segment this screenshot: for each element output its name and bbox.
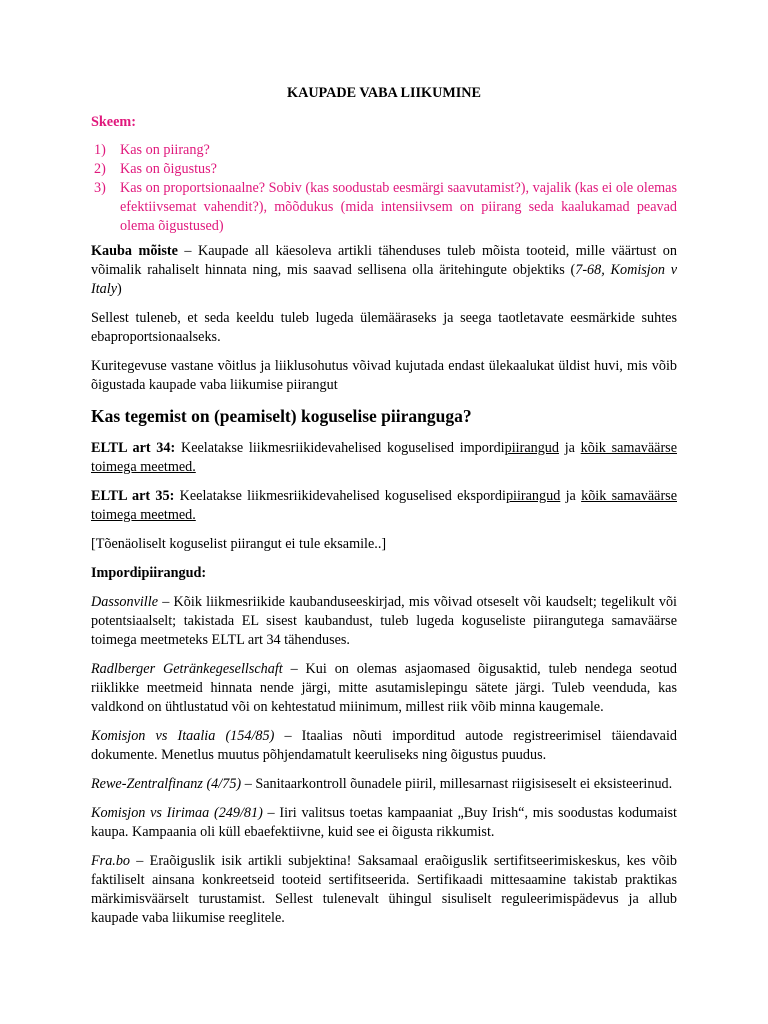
case-text: – Kõik liikmesriikide kaubanduseeskirjad, mis võivad otseselt või kaudselt; tegelikult või potentsiaalselt; takistada EL sisest kaubandust, tuleb lugeda koguseliste piirangutega samaväärse toimega meetmeteks ELTL art 34 tähenduses. (91, 594, 677, 648)
underlined-text: kõik samaväärse toimega meetmed. (91, 488, 677, 523)
paragraph-text: – Kaupade all käesoleva artikli tähenduses tuleb mõista tooteid, mille väärtust on võimalik rahaliselt hinnata ning, mis saavad sellisena olla äritehingute objektiks ( (91, 243, 677, 278)
case-text: – Iiri valitsus toetas kampaaniat „Buy Irish“, mis soodustas kodumaist kaupa. Kampaania oli küll ebaefektiivne, kuid see ei õigusta rikkumist. (91, 805, 677, 840)
term-label: Kauba mõiste (91, 243, 178, 259)
eltl-art-35-paragraph (91, 487, 677, 525)
case-paragraph (91, 775, 677, 794)
case-text: – Eraõiguslik isik artikli subjektina! Saksamaal eraõiguslik sertifitseerimiskeskus, kes võib faktiliselt ainsana konkreetseid tooteid sertifitseerida. Sertifikaadi mittesaamine takistab praktikas märkimisväärselt turustamist. Sellest tulenevalt ühingul sisuliselt reguleerimispädevus ja allub kaupade vaba liikumise reeglitele. (91, 853, 677, 926)
section-heading: Kas tegemist on (peamiselt) koguselise piiranguga? (91, 406, 472, 426)
case-name: Komisjon vs Iirimaa (249/81) (91, 805, 263, 821)
kauba-moiste-paragraph (91, 242, 677, 299)
case-name: Fra.bo (91, 853, 131, 869)
list-item (91, 160, 677, 179)
case-name: Dassonville (91, 594, 158, 610)
case-paragraph (91, 804, 677, 842)
paragraph-text: ja (559, 440, 581, 456)
scheme-label: Skeem: (91, 114, 136, 130)
case-name: Radlberger Getränkegesellschaft (91, 661, 283, 677)
paragraph-text: ja (560, 488, 582, 504)
underlined-text: kõik samaväärse toimega meetmed. (91, 440, 677, 475)
list-number: 3) (94, 180, 106, 196)
list-number: 1) (94, 142, 106, 158)
case-citation: 7-68, Komisjon v Italy (91, 262, 677, 297)
import-heading: Impordipiirangud: (91, 565, 207, 581)
case-paragraph (91, 727, 677, 765)
case-text: – Itaalias nõuti imporditud autode registreerimisel täiendavaid dokumente. Menetlus muutus põhjendamatult keeruliseks ning õigustus puudus. (91, 728, 677, 763)
list-text: Kas on piirang? (120, 142, 210, 158)
article-label: ELTL art 34: (91, 440, 176, 456)
list-item (91, 141, 677, 160)
case-paragraph (91, 852, 677, 928)
eltl-art-34-paragraph (91, 439, 677, 477)
case-name: Rewe-Zentralfinanz (4/75) (91, 776, 242, 792)
paragraph-text: Keelatakse liikmesriikidevahelised koguselised impordi (175, 440, 505, 456)
case-paragraph (91, 593, 677, 650)
list-item (91, 179, 677, 236)
list-number: 2) (94, 161, 106, 177)
document-title: KAUPADE VABA LIIKUMINE (287, 85, 481, 101)
underlined-text: piirangud (504, 440, 559, 456)
sellest-paragraph: Sellest tuleneb, et seda keeldu tuleb lugeda ülemääraseks ja seega taotletavate eesmärkide suhtes ebaproportsionaalseks. (91, 310, 677, 345)
case-name: Komisjon vs Itaalia (154/85) (91, 728, 275, 744)
kuritegevus-paragraph: Kuritegevuse vastane võitlus ja liiklusohutus võivad kujutada endast ülekaalukat üldist huvi, mis võib õigustada kaupade vaba liikumise piirangut (91, 358, 677, 393)
scheme-list (91, 141, 677, 236)
underlined-text: piirangud (505, 488, 561, 504)
article-label: ELTL art 35: (91, 488, 175, 504)
case-paragraph (91, 660, 677, 717)
exam-note: [Tõenäoliselt koguselist piirangut ei tule eksamile..] (91, 536, 387, 552)
list-text: Kas on proportsionaalne? Sobiv (kas soodustab eesmärgi saavutamist?), vajalik (kas ei ole olemas efektiivsemat vahendit?), mõõdukus (mida intensiivsem on piirang seda kaalukamad peavad olema õigustused) (120, 180, 677, 234)
paragraph-text: Keelatakse liikmesriikidevahelised koguselised ekspordi (174, 488, 506, 504)
case-text: – Kui on olemas asjaomased õigusaktid, tuleb nendega seotud riiklikke meetmeid hinnata nende järgi, mitte asutamislepingu sätete järgi. Tuleb veenduda, kas valdkond on ühtlustatud või on kehtestatud miinimum, millest riik võib minna kaugemale. (91, 661, 677, 715)
paragraph-text: ) (117, 281, 122, 297)
case-text: – Sanitaarkontroll õunadele piiril, millesarnast riigisiseselt ei eksisteerinud. (241, 776, 673, 792)
list-text: Kas on õigustus? (120, 161, 217, 177)
